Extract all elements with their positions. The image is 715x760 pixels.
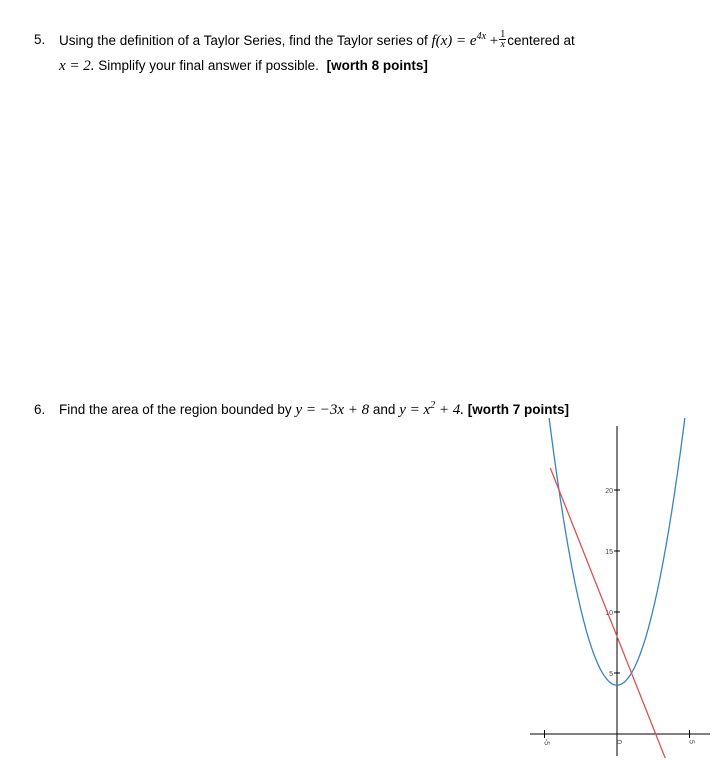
x-tick-label: 5 [687,740,695,744]
question-5-line-1: Using the definition of a Taylor Series, find the Taylor series of $f(x) = e^{4x}$ + $\frac{1}{x}$ centered at [59,29,575,50]
question-5-function: $f(x) = e^{4x}$ [431,31,487,50]
question-5-center: x = 2. [59,58,95,74]
question-6-equation-1: y = −3x + 8 [295,402,370,418]
question-6-number: 6. [34,402,46,417]
x-tick-label: -5 [542,738,550,746]
y-tick-label: 10 [605,610,613,617]
question-5-instruction: Simplify your final answer if possible. [98,58,319,73]
y-tick-label: 15 [605,549,613,556]
question-5-text: Using the definition of a Taylor Series, find the Taylor series of [59,33,428,49]
question-6-line-1: Find the area of the region bounded by y = −3x + 8 and $y = x^2 + 4$. [worth 7 points] [59,400,570,418]
y-tick-label: 5 [609,671,613,678]
x-tick-label: 0 [615,740,622,744]
line-curve [550,468,689,758]
question-5-line-2 [59,58,428,74]
question-6-points: [worth 7 points] [467,402,570,417]
graph [520,418,715,758]
question-6-text: Find the area of the region bounded by [59,402,292,417]
question-5-fraction: $\frac{1}{x}$ [500,29,506,50]
question-5-points: [worth 8 points] [326,58,428,73]
question-5-number: 5. [34,32,46,47]
y-tick-label: 20 [605,488,613,495]
question-6-equation-2: $y = x^2 + 4$. [399,400,464,418]
